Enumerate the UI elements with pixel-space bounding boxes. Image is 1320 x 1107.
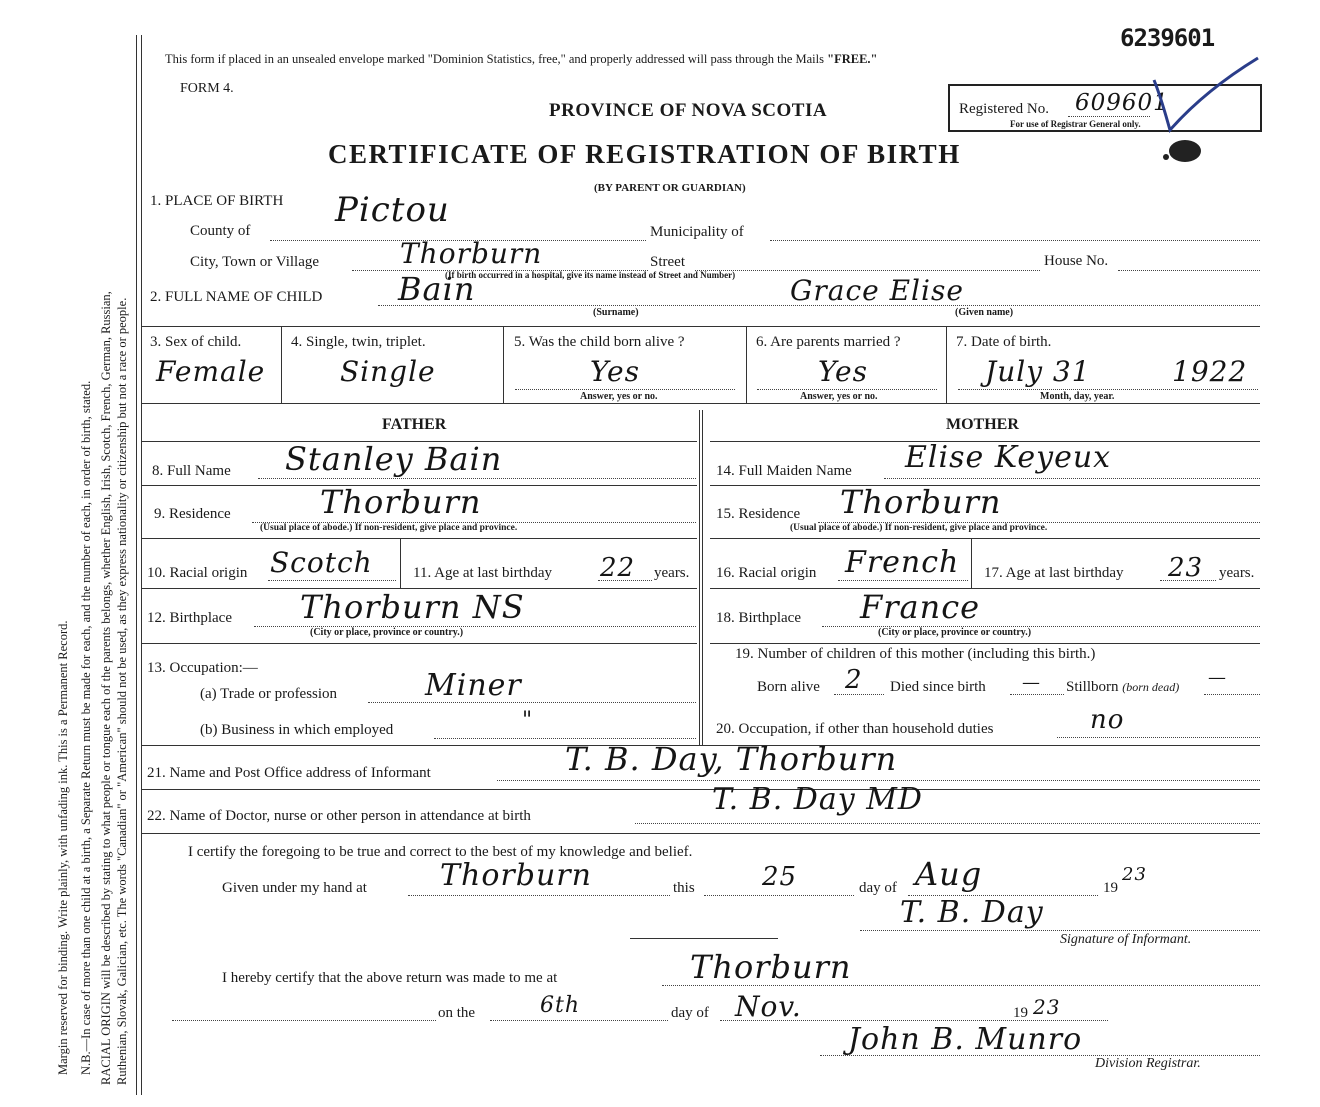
place-of-birth-label: 1. PLACE OF BIRTH	[150, 193, 284, 209]
mother-residence-label: 15. Residence	[716, 506, 801, 522]
registrar-use-note: For use of Registrar General only.	[1010, 119, 1141, 129]
stamp-number: 6239601	[1120, 24, 1215, 52]
doctor-value: T. B. Day MD	[712, 782, 923, 817]
division-registrar-caption: Division Registrar.	[1095, 1056, 1201, 1071]
surname-caption: (Surname)	[593, 307, 639, 318]
mother-maiden-name: Elise Keyeux	[905, 440, 1112, 475]
city-value: Thorburn	[400, 237, 543, 270]
binding-rule-2	[141, 35, 142, 1095]
sex-label: 3. Sex of child.	[150, 334, 242, 350]
informant-signature-caption: Signature of Informant.	[1060, 932, 1192, 947]
given-year-suffix: 23	[1122, 864, 1147, 885]
died-since-birth-count: —	[1022, 672, 1041, 693]
municipality-label: Municipality of	[650, 224, 744, 240]
child-name-label: 2. FULL NAME OF CHILD	[150, 289, 323, 305]
born-alive-question: 5. Was the child born alive ?	[514, 334, 685, 350]
check-mark-icon	[1152, 50, 1262, 140]
racial-origin-note-1: RACIAL ORIGIN will be described by stating to what people or tongue each of the parents belongs, whether English, Irish, Scotch, French, German, Russian,	[99, 291, 113, 1085]
given-place: Thorburn	[440, 858, 592, 893]
answer-caption-5: Answer, yes or no.	[580, 391, 658, 402]
street-label: Street	[650, 254, 685, 270]
father-years-label: years.	[654, 565, 690, 581]
father-name-label: 8. Full Name	[152, 463, 231, 479]
children-count-label: 19. Number of children of this mother (including this birth.)	[735, 646, 1096, 662]
binding-rule-1	[136, 35, 137, 1095]
on-the-label: on the	[438, 1005, 476, 1021]
mail-notice: This form if placed in an unsealed envelope marked "Dominion Statistics, free," and properly addressed will pass through the Mails "FREE."	[165, 52, 878, 66]
this-label: this	[673, 880, 695, 896]
mother-birthplace-caption: (City or place, province or country.)	[878, 627, 1032, 638]
stillborn-note: (born dead)	[1122, 680, 1180, 694]
given-under-label: Given under my hand at	[222, 880, 367, 896]
free-label: "FREE."	[827, 52, 878, 66]
informant-value: T. B. Day, Thorburn	[565, 740, 898, 778]
single-twin-label: 4. Single, twin, triplet.	[291, 334, 426, 350]
mother-occupation-label: 20. Occupation, if other than household duties	[716, 721, 994, 737]
nb-note: N.B.—In case of more than one child at a birth, a Separate Return must be made for each, and the number of each, in order of birth, stated.	[79, 380, 93, 1075]
father-racial-label: 10. Racial origin	[147, 565, 248, 581]
date-of-birth-year: 1922	[1172, 355, 1248, 388]
father-residence: Thorburn	[320, 483, 482, 521]
mother-age-label: 17. Age at last birthday	[984, 565, 1124, 581]
house-number-label: House No.	[1044, 253, 1109, 269]
registered-value: 609601	[1075, 90, 1169, 116]
mother-heading: MOTHER	[946, 416, 1019, 433]
registrar-month: Nov.	[735, 990, 802, 1023]
child-given-name: Grace Elise	[790, 274, 964, 307]
registrar-year-suffix: 23	[1033, 995, 1061, 1019]
registrar-place: Thorburn	[690, 948, 852, 986]
registrar-day-of-label: day of	[671, 1005, 709, 1021]
given-month: Aug	[915, 855, 983, 893]
father-age-label: 11. Age at last birthday	[413, 565, 552, 581]
answer-caption-6: Answer, yes or no.	[800, 391, 878, 402]
registrar-day: 6th	[540, 993, 581, 1018]
born-alive-count: 2	[845, 665, 863, 695]
father-name: Stanley Bain	[285, 440, 503, 478]
mother-occupation: no	[1090, 705, 1125, 735]
doctor-label: 22. Name of Doctor, nurse or other person in attendance at birth	[147, 808, 531, 824]
business-label: (b) Business in which employed	[200, 722, 394, 738]
father-racial-origin: Scotch	[270, 546, 373, 579]
county-value: Pictou	[335, 190, 450, 230]
given-day: 25	[762, 862, 798, 892]
father-heading: FATHER	[382, 416, 447, 433]
center-divider	[699, 410, 703, 745]
parents-married-answer: Yes	[818, 355, 868, 388]
mother-years-label: years.	[1219, 565, 1255, 581]
certificate-title: CERTIFICATE OF REGISTRATION OF BIRTH	[328, 139, 961, 169]
mother-residence-caption: (Usual place of abode.) If non-resident, give place and province.	[790, 523, 1048, 533]
father-birthplace-label: 12. Birthplace	[147, 610, 232, 626]
died-since-birth-label: Died since birth	[890, 679, 986, 695]
margin-note: Margin reserved for binding. Write plainly, with unfading ink. This is a Permanent Record.	[56, 620, 70, 1075]
date-of-birth-label: 7. Date of birth.	[956, 334, 1052, 350]
mother-birthplace: France	[860, 588, 981, 626]
mother-age: 23	[1168, 553, 1204, 583]
mother-residence: Thorburn	[840, 483, 1002, 521]
informant-label: 21. Name and Post Office address of Informant	[147, 765, 431, 781]
registered-label: Registered No.	[959, 101, 1049, 117]
hospital-note: (If birth occurred in a hospital, give its name instead of Street and Number)	[445, 270, 736, 280]
born-alive-label: Born alive	[757, 679, 820, 695]
registrar-statement: I hereby certify that the above return was made to me at	[222, 970, 558, 986]
county-label: County of	[190, 223, 251, 239]
day-of-label: day of	[859, 880, 897, 896]
father-occupation-label: 13. Occupation:—	[147, 660, 258, 676]
registrar-year-prefix: 19	[1013, 1005, 1028, 1021]
registrar-signature: John B. Munro	[848, 1022, 1083, 1057]
date-caption: Month, day, year.	[1040, 391, 1115, 402]
form-number: FORM 4.	[180, 81, 234, 96]
city-label: City, Town or Village	[190, 254, 320, 270]
province-heading: PROVINCE OF NOVA SCOTIA	[549, 100, 828, 121]
father-residence-caption: (Usual place of abode.) If non-resident, give place and province.	[260, 523, 518, 533]
given-year-prefix: 19	[1103, 880, 1118, 896]
informant-signature: T. B. Day	[900, 895, 1044, 930]
born-alive-answer: Yes	[590, 355, 640, 388]
father-residence-label: 9. Residence	[154, 506, 231, 522]
mother-racial-origin: French	[845, 545, 960, 580]
mother-birthplace-label: 18. Birthplace	[716, 610, 801, 626]
single-twin-value: Single	[340, 355, 436, 388]
sex-value: Female	[156, 355, 266, 388]
father-age: 22	[600, 553, 636, 583]
ink-stamp-icon	[1160, 133, 1210, 173]
stillborn-count: —	[1208, 667, 1227, 688]
father-birthplace: Thorburn NS	[300, 588, 525, 626]
certificate-subtitle: (BY PARENT OR GUARDIAN)	[594, 182, 746, 194]
father-trade: Miner	[425, 668, 522, 703]
mother-racial-label: 16. Racial origin	[716, 565, 817, 581]
certification-divider	[630, 938, 778, 939]
father-business: "	[522, 708, 534, 733]
given-name-caption: (Given name)	[955, 307, 1014, 318]
trade-label: (a) Trade or profession	[200, 686, 338, 702]
mother-name-label: 14. Full Maiden Name	[716, 463, 852, 479]
parents-married-question: 6. Are parents married ?	[756, 334, 901, 350]
father-birthplace-caption: (City or place, province or country.)	[310, 627, 464, 638]
date-of-birth-month-day: July 31	[985, 355, 1091, 388]
certify-statement: I certify the foregoing to be true and correct to the best of my knowledge and belief.	[188, 844, 693, 860]
stillborn-label: Stillborn (born dead)	[1066, 679, 1180, 695]
racial-origin-note-2: Ruthenian, Slovak, Galician, etc. The words "Canadian" or "American" should not be used, as they express nationality or citizenship but not a race or people.	[115, 297, 129, 1085]
child-surname: Bain	[398, 270, 476, 308]
